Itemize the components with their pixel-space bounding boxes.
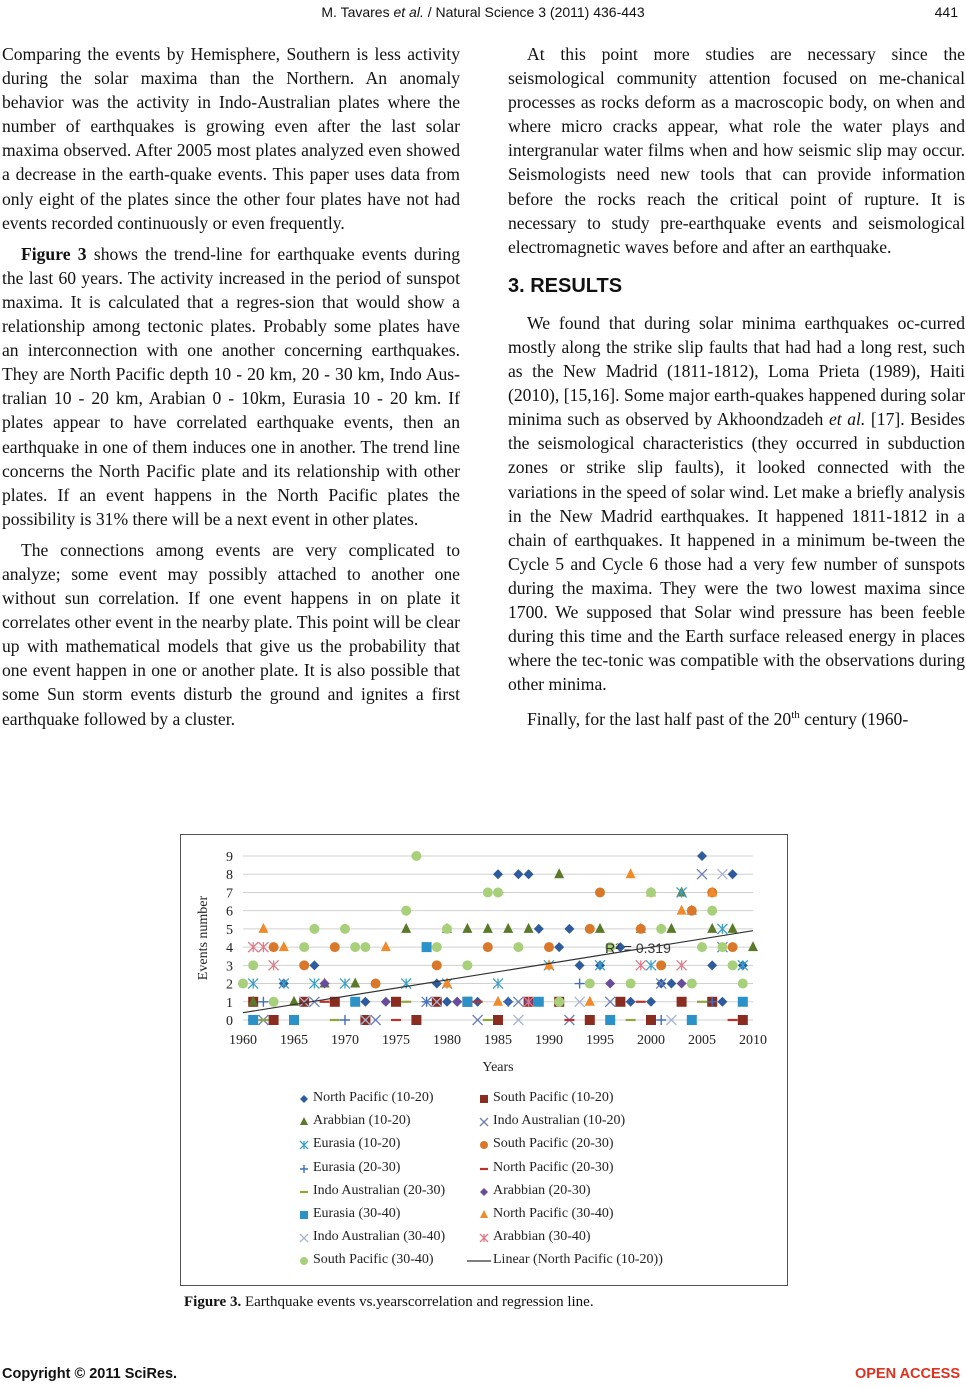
legend-marker bbox=[300, 1095, 308, 1103]
x-tick-label: 1970 bbox=[331, 1033, 359, 1048]
page-number: 441 bbox=[934, 4, 958, 20]
legend-swatch bbox=[477, 1092, 491, 1106]
legend-swatch bbox=[297, 1254, 311, 1268]
legend-marker bbox=[480, 1210, 488, 1218]
paragraph: Finally, for the last half past of the 20th century (1960- bbox=[527, 709, 909, 730]
legend-label: Arabbian (30-40) bbox=[493, 1229, 591, 1245]
x-tick-label: 1980 bbox=[433, 1033, 461, 1048]
legend-label: Eurasia (10-20) bbox=[313, 1136, 401, 1152]
legend-swatch bbox=[477, 1208, 491, 1222]
paragraph: Comparing the events by Hemisphere, Southern is less activity during the solar maxima than the Northern. An anomaly behavior was the activity in Indo-Australian plates where the number of earthquakes is growing even after the last solar maxima observed. After 2005 most plates analyzed even showed a decrease in the earth-quake events. This paper uses data from only eight of the plates since the other four plates have not had events recorded continuously or even frequently. bbox=[2, 44, 460, 233]
legend-swatch bbox=[477, 1162, 491, 1176]
legend-swatch bbox=[477, 1138, 491, 1152]
x-tick-label: 1965 bbox=[280, 1033, 308, 1048]
legend-marker bbox=[480, 1095, 488, 1103]
x-tick-label: 2010 bbox=[739, 1033, 767, 1048]
legend-label: Linear (North Pacific (10-20)) bbox=[493, 1252, 663, 1268]
legend-swatch bbox=[467, 1254, 493, 1268]
left-column bbox=[2, 42, 460, 731]
chart-legend bbox=[181, 835, 787, 1285]
legend-marker bbox=[300, 1141, 308, 1149]
legend-swatch bbox=[297, 1185, 311, 1199]
paragraph: Figure 3 shows the trend-line for earthquake events during the last 60 years. The activity increased in the period of sunspot maxima. It is calculated that a regres-sion that would show a relationship among tectonic plates. Probably some plates have an interconnection with one another concerning earthquakes. They are North Pacific depth 10 - 20 km, 20 - 30 km, Indo Aus-tralian 10 - 20 km, Arabian 0 - 10km, Eurasia 10 - 20 km. If plates appear to have correlated earthquake events, then an earthquake in one of them induces one in another. The trend line concerns the North Pacific plate and its relationship with other plates. If an event happens in the North Pacific plates the possibility is 31% there will be a next event in other plates. bbox=[2, 243, 460, 529]
legend-swatch bbox=[297, 1092, 311, 1106]
legend-label: Indo Australian (10-20) bbox=[493, 1113, 626, 1129]
legend-label: Arabbian (20-30) bbox=[493, 1182, 591, 1198]
paragraph: At this point more studies are necessary since the seismological community attention focused on me-chanical processes as rocks deform as a macroscopic body, on when and where micro cracks appear, what role the water plays and intergranular water films when and how seismic slip may occur. Seismologists need new tools that can provide information before the rocks reach the critical point of rupture. It is necessary to study pre-earthquake events and seismological electromagnetic waves before and after an earthquake. bbox=[508, 44, 965, 257]
x-tick-label: 1995 bbox=[586, 1033, 614, 1048]
legend-marker bbox=[480, 1234, 488, 1242]
legend-swatch bbox=[477, 1185, 491, 1199]
figure-3 bbox=[180, 834, 788, 1286]
copyright: Copyright © 2011 SciRes. bbox=[2, 1366, 178, 1382]
legend-marker bbox=[480, 1118, 488, 1126]
legend-marker bbox=[300, 1165, 308, 1173]
legend-label: Indo Australian (30-40) bbox=[313, 1229, 446, 1245]
legend-label: North Pacific (20-30) bbox=[493, 1159, 614, 1175]
open-access-badge: OPEN ACCESS bbox=[854, 1366, 960, 1382]
legend-marker bbox=[480, 1141, 488, 1149]
legend-swatch bbox=[297, 1138, 311, 1152]
figure-caption: Figure 3. Earthquake events vs.yearscorrelation and regression line. bbox=[184, 1294, 594, 1310]
legend-label: South Pacific (20-30) bbox=[493, 1136, 614, 1152]
y-tick-label: 4 bbox=[226, 941, 233, 957]
y-tick-label: 3 bbox=[226, 959, 233, 975]
r-squared-annotation: R² = 0.319 bbox=[605, 939, 671, 956]
legend-swatch bbox=[297, 1115, 311, 1129]
legend-swatch bbox=[477, 1115, 491, 1129]
x-tick-label: 2005 bbox=[688, 1033, 716, 1048]
x-axis-label: Years bbox=[482, 1060, 514, 1075]
running-header bbox=[0, 4, 966, 22]
legend-label: South Pacific (30-40) bbox=[313, 1252, 434, 1268]
legend-marker bbox=[300, 1234, 308, 1242]
x-tick-label: 1975 bbox=[382, 1033, 410, 1048]
legend-marker bbox=[300, 1117, 308, 1125]
legend-marker bbox=[300, 1211, 308, 1219]
y-tick-label: 6 bbox=[226, 904, 233, 920]
x-tick-label: 2000 bbox=[637, 1033, 665, 1048]
y-tick-label: 0 bbox=[226, 1014, 233, 1029]
running-title: M. Tavares et al. / Natural Science 3 (2011) 436-443 bbox=[321, 4, 645, 20]
legend-swatch bbox=[297, 1231, 311, 1245]
y-tick-label: 5 bbox=[226, 922, 233, 938]
paragraph: The connections among events are very complicated to analyze; some event may possibly attached to another one without sun correlation. If one event happens in on plate it correlates other event in the nearby plate. This point will be clear up with mathematical models that give us the probability that one event happen in one or another plate. It is also possible that some Sun storm events disturb the ground and ignites a first earthquake followed by a cluster. bbox=[2, 539, 460, 729]
x-tick-label: 1985 bbox=[484, 1033, 512, 1048]
x-tick-label: 1990 bbox=[535, 1033, 563, 1048]
paragraph: We found that during solar minima earthquakes oc-curred mostly along the strike slip faults that had had a long rest, such as the New Madrid (1811-1812), Loma Prieta (1989), Haiti (2010), [15,16]. Some major earth-quakes happened during solar minima such as observed by Akhoondzadeh et al. [17]. Besides the seismological characteristics (they occurred in subduction zones or strike slip faults), it looked connected with the variations in the speed of solar wind. Let make a briefly analysis in the New Madrid earthquakes. It happened 1811-1812 in a chain of earthquakes. It happened in a minimum be-tween the Cycle 5 and Cycle 6 those had a very few number of sunspots during the maxima. They were the two lowest maxima since 1700. We supposed that Solar wind pressure has been feeble during this time and the Earth surface released energy in places where the tec-tonic was compatible with the observations during other minima. bbox=[508, 312, 965, 695]
legend-swatch bbox=[477, 1231, 491, 1245]
figure-reference[interactable]: Figure 3 bbox=[21, 243, 87, 264]
right-column bbox=[508, 42, 965, 731]
y-axis-label: Events number bbox=[196, 895, 211, 981]
section-heading: 3. RESULTS bbox=[508, 274, 623, 297]
y-tick-label: 7 bbox=[226, 886, 233, 902]
legend-marker bbox=[480, 1188, 488, 1196]
legend-label: Eurasia (20-30) bbox=[313, 1159, 401, 1175]
y-tick-label: 8 bbox=[226, 868, 233, 884]
legend-label: South Pacific (10-20) bbox=[493, 1090, 614, 1105]
legend-marker bbox=[300, 1257, 308, 1265]
legend-swatch bbox=[297, 1162, 311, 1176]
legend-label: North Pacific (10-20) bbox=[313, 1090, 434, 1105]
y-tick-label: 9 bbox=[226, 850, 233, 865]
legend-label: North Pacific (30-40) bbox=[493, 1206, 614, 1221]
legend-label: Eurasia (30-40) bbox=[313, 1206, 401, 1221]
legend-label: Indo Australian (20-30) bbox=[313, 1182, 446, 1198]
y-tick-label: 1 bbox=[226, 995, 233, 1011]
y-tick-label: 2 bbox=[226, 977, 233, 993]
legend-swatch bbox=[297, 1208, 311, 1222]
x-tick-label: 1960 bbox=[229, 1033, 257, 1048]
legend-label: Arabbian (10-20) bbox=[313, 1113, 411, 1129]
